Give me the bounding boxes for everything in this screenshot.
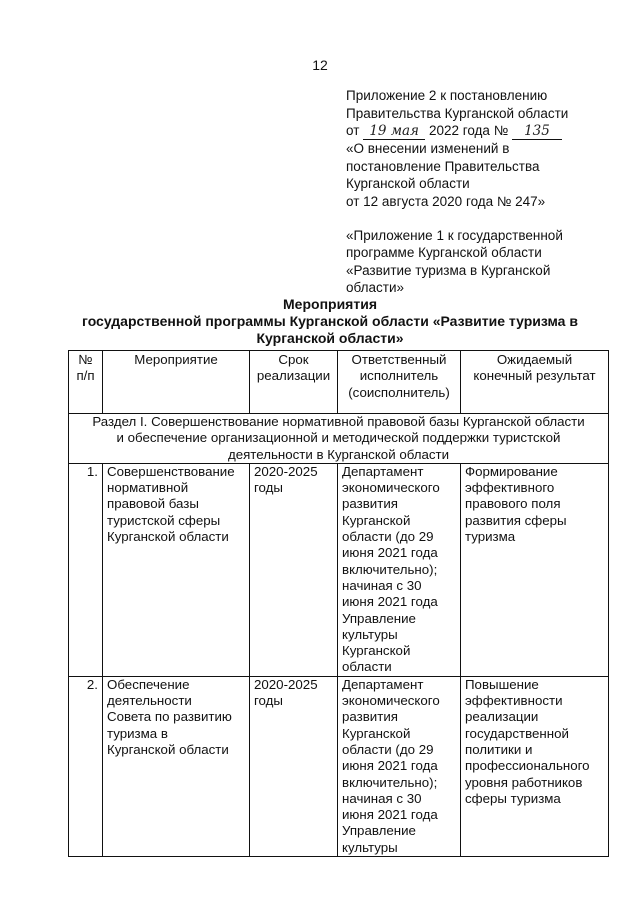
row-executor: Департамент экономического развития Курганской области (до 29 июня 2021 года включительно); начиная с 30 июня 2021 года Управление культуры Курганской области: [338, 463, 461, 676]
appendix-line: «Приложение 1 к государственной: [346, 227, 563, 243]
appendix-line: от 12 августа 2020 года № 247»: [346, 193, 546, 209]
table-row: [69, 463, 609, 676]
handwritten-number: 135: [512, 124, 562, 140]
heading-line: Мероприятия: [283, 296, 377, 312]
header-event: Мероприятие: [103, 351, 250, 414]
section-row: [69, 414, 609, 464]
handwritten-date: 19 мая: [363, 124, 425, 140]
table-header-row: [69, 351, 609, 414]
heading-line: Курганской области»: [256, 330, 404, 346]
row-number: 1.: [69, 463, 103, 676]
page-number: 12: [312, 57, 328, 73]
row-event: Совершенствование нормативной правовой базы туристской сферы Курганской области: [103, 463, 250, 676]
appendix-line: Курганской области: [346, 176, 470, 192]
header-period: Срок реализации: [250, 351, 338, 414]
row-event: Обеспечение деятельности Совета по развитию туризма в Курганской области: [103, 676, 250, 856]
header-result: Ожидаемый конечный результат: [461, 351, 609, 414]
heading-line: государственной программы Курганской области «Развитие туризма в: [82, 313, 578, 329]
header-number: № п/п: [69, 351, 103, 414]
date-prefix: от: [346, 123, 360, 139]
appendix-date-line: [346, 122, 626, 140]
events-table: [68, 350, 609, 857]
row-result: Повышение эффективности реализации государственной политики и профессионального уровня работников сферы туризма: [461, 676, 609, 856]
row-result: Формирование эффективного правового поля развития сферы туризма: [461, 463, 609, 676]
document-heading: [60, 296, 600, 347]
appendix-block: [346, 87, 626, 297]
appendix-line: постановление Правительства: [346, 158, 540, 174]
appendix-line: программе Курганской области: [346, 245, 542, 261]
appendix-line: Приложение 2 к постановлению: [346, 88, 548, 103]
section-title: Раздел I. Совершенствование нормативной правовой базы Курганской области и обеспечение организационной и методической поддержки туристской деятельности в Курганской области: [69, 414, 609, 464]
row-number: 2.: [69, 676, 103, 856]
row-period: 2020-2025 годы: [250, 676, 338, 856]
appendix-line: области»: [346, 280, 405, 296]
row-executor: Департамент экономического развития Курганской области (до 29 июня 2021 года включительно); начиная с 30 июня 2021 года Управление культуры: [338, 676, 461, 856]
appendix-line: Правительства Курганской области: [346, 105, 569, 121]
row-period: 2020-2025 годы: [250, 463, 338, 676]
appendix-line: «О внесении изменений в: [346, 141, 510, 157]
table-row: [69, 676, 609, 856]
date-middle: 2022 года №: [428, 123, 509, 139]
appendix-line: «Развитие туризма в Курганской: [346, 262, 551, 278]
header-executor: Ответственный исполнитель (соисполнитель): [338, 351, 461, 414]
